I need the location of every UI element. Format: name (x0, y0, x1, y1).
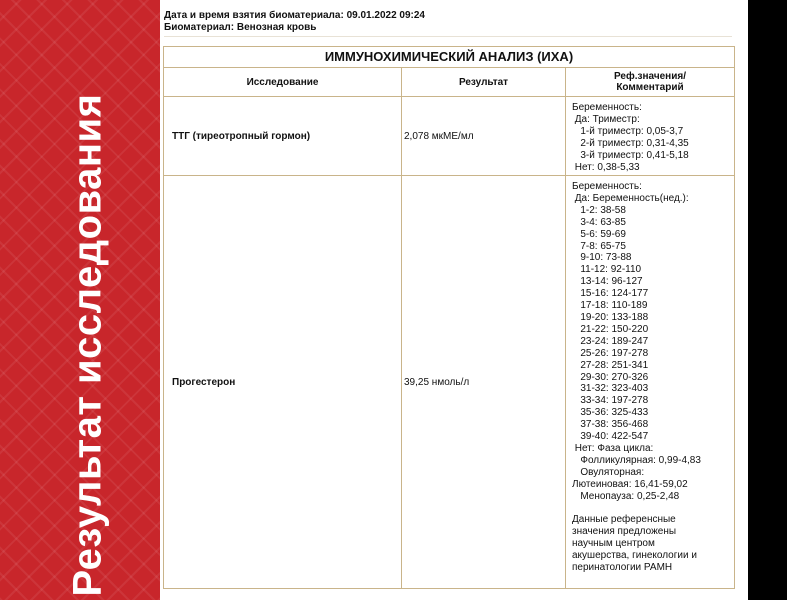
results-table (163, 46, 735, 589)
biomaterial-label: Биоматериал: (164, 22, 235, 33)
table-row-ttg (164, 97, 734, 176)
test-result: 2,078 мкМЕ/мл (402, 97, 566, 175)
divider (164, 36, 732, 37)
datetime-label: Дата и время взятия биоматериала: (164, 10, 344, 21)
document-page (160, 0, 748, 600)
test-reference: Беременность: Да: Триместр: 1-й триместр: 0,05-3,7 2-й триместр: 0,31-4,35 3-й триместр: 0,41-5,18 Нет: 0,38-5,33 (572, 102, 689, 173)
column-header-result: Результат (402, 68, 566, 96)
table-header (164, 68, 734, 97)
biomaterial-value: Венозная кровь (236, 22, 317, 33)
column-header-reference: Реф.значения/ Комментарий (613, 71, 686, 93)
sample-datetime (164, 10, 425, 22)
sample-biomaterial (164, 22, 425, 34)
sidebar-title: Результат исследования (65, 93, 110, 597)
datetime-value: 09.01.2022 09:24 (346, 10, 425, 21)
table-title: ИММУНОХИМИЧЕСКИЙ АНАЛИЗ (ИХА) (164, 47, 734, 68)
test-reference: Беременность: Да: Беременность(нед.): 1-2: 38-58 3-4: 63-85 5-6: 59-69 7-8: 65-75 9-10: 73-88 11-12: 92-110 13-14: 96-127 15-16: 124-177 17-18: 110-189 19-20: 133-188 21-22: 150-220 23-24: 189-247 25-26: 197-278 27-28: 251-341 29-30: 270-326 31-32: 323-403 33-34: 197-278 35-36: 325-433 37-38: 356-468 39-40: 422-547 Нет: Фаза цикла: Фолликулярная: 0,99-4,83 Овуляторная: Лютеиновая: 16,41-59,02 Менопауза: 0,25-2,48 Данные референсные значения предложены научным центром акушерства, гинекологии и перинатологии РАМН (572, 181, 701, 573)
column-header-test: Исследование (164, 68, 402, 96)
test-name: ТТГ (тиреотропный гормон) (164, 97, 402, 175)
sample-meta (164, 10, 425, 34)
table-row-progesterone (164, 176, 734, 588)
test-result: 39,25 нмоль/л (402, 176, 566, 588)
sidebar-banner (0, 0, 160, 600)
test-name: Прогестерон (164, 176, 402, 588)
